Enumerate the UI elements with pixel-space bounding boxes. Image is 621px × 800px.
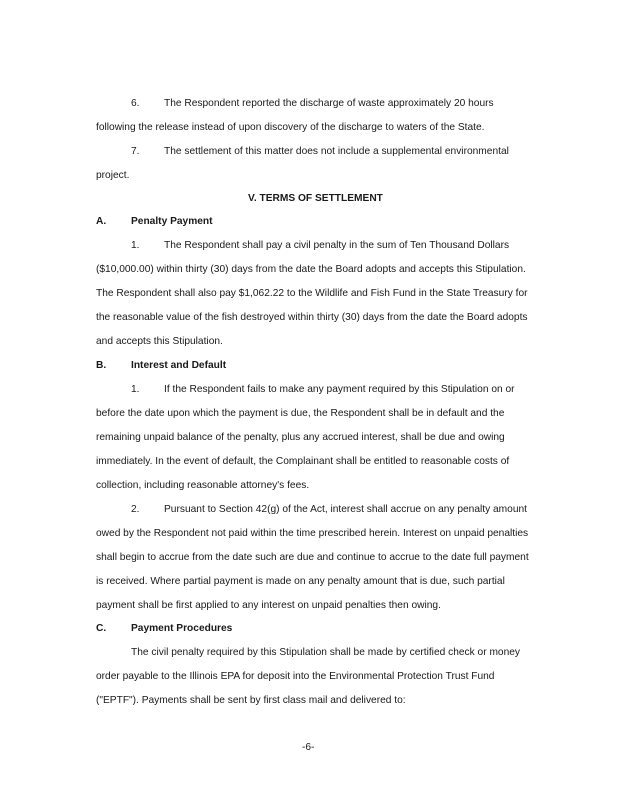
- section-heading: V. TERMS OF SETTLEMENT: [248, 193, 383, 204]
- subsection-letter: C.: [96, 623, 107, 634]
- text-line: ($10,000.00) within thirty (30) days from the date the Board adopts and accepts this Stipulation.: [96, 264, 526, 275]
- text-line: the reasonable value of the fish destroyed within thirty (30) days from the date the Board adopts: [96, 312, 528, 323]
- text-line: The settlement of this matter does not include a supplemental environmental: [164, 146, 509, 157]
- paragraph-number: 7.: [131, 146, 140, 157]
- text-line: The civil penalty required by this Stipulation shall be made by certified check or money: [131, 647, 521, 658]
- subsection-title: Penalty Payment: [131, 216, 213, 227]
- text-line: The Respondent shall also pay $1,062.22 to the Wildlife and Fish Fund in the State Treasury for: [96, 288, 528, 299]
- paragraph-number: 1.: [131, 240, 140, 251]
- paragraph-number: 1.: [131, 384, 140, 395]
- text-line: The Respondent shall pay a civil penalty in the sum of Ten Thousand Dollars: [164, 240, 510, 251]
- text-line: order payable to the Illinois EPA for deposit into the Environmental Protection Trust Fund: [96, 671, 495, 682]
- paragraph-number: 6.: [131, 98, 140, 109]
- subsection-title: Interest and Default: [131, 360, 227, 371]
- text-line: immediately. In the event of default, the Complainant shall be entitled to reasonable costs of: [96, 456, 510, 467]
- subsection-letter: B.: [96, 360, 107, 371]
- page-number: -6-: [302, 742, 315, 753]
- text-line: following the release instead of upon discovery of the discharge to waters of the State.: [96, 122, 485, 133]
- subsection-title: Payment Procedures: [131, 623, 233, 634]
- text-line: The Respondent reported the discharge of waste approximately 20 hours: [164, 98, 494, 109]
- paragraph-number: 2.: [131, 504, 140, 515]
- text-line: owed by the Respondent not paid within the time prescribed herein. Interest on unpaid penalties: [96, 528, 529, 539]
- text-line: shall begin to accrue from the date such are due and continue to accrue to the date full payment: [96, 552, 529, 563]
- text-line: project.: [96, 170, 130, 181]
- text-line: collection, including reasonable attorney's fees.: [96, 480, 310, 491]
- subsection-letter: A.: [96, 216, 107, 227]
- text-line: ("EPTF"). Payments shall be sent by first class mail and delivered to:: [96, 695, 406, 706]
- text-line: is received. Where partial payment is made on any penalty amount that is due, such partial: [96, 576, 505, 587]
- text-line: before the date upon which the payment is due, the Respondent shall be in default and the: [96, 408, 505, 419]
- text-line: payment shall be first applied to any interest on unpaid penalties then owing.: [96, 600, 441, 611]
- text-line: and accepts this Stipulation.: [96, 336, 223, 347]
- text-line: remaining unpaid balance of the penalty, plus any accrued interest, shall be due and owing: [96, 432, 505, 443]
- text-line: Pursuant to Section 42(g) of the Act, interest shall accrue on any penalty amount: [164, 504, 527, 515]
- text-line: If the Respondent fails to make any payment required by this Stipulation on or: [164, 384, 515, 395]
